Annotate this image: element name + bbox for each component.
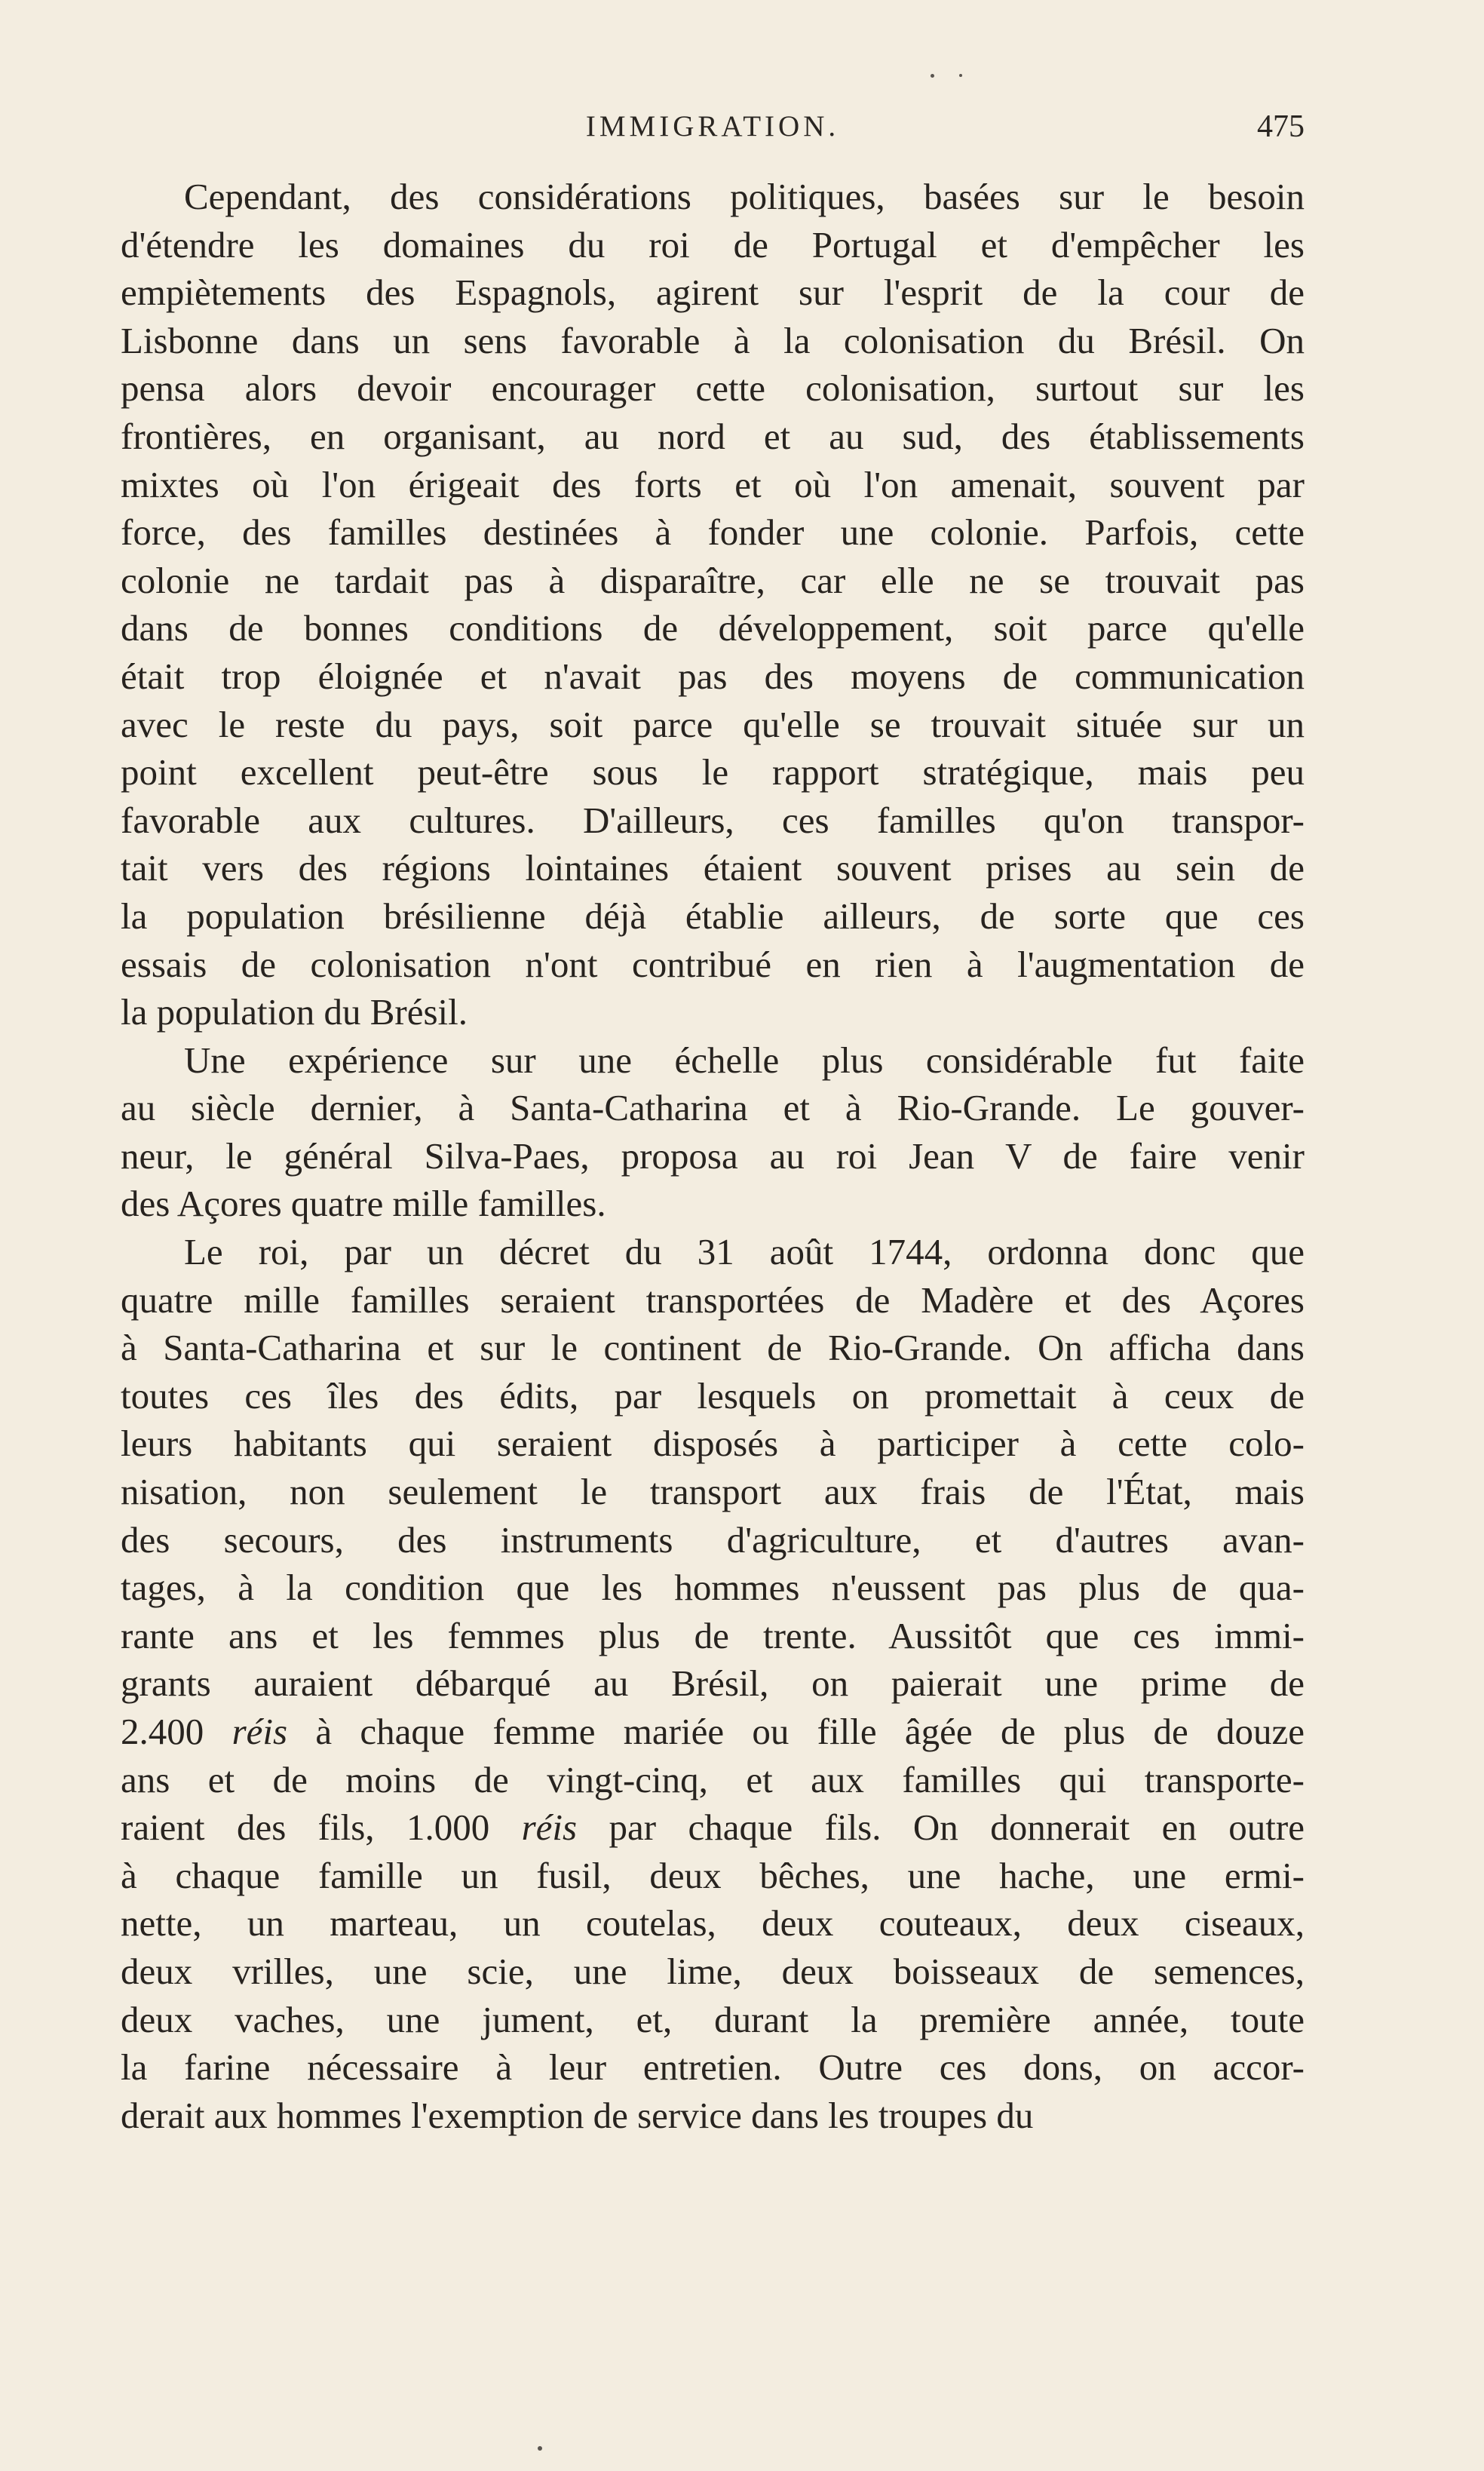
text-line: 2.400 réis à chaque femme mariée ou fille âgée de plus de douze [121,1711,1305,1752]
text-line: leurs habitants qui seraient disposés à participer à cette colo- [121,1423,1305,1465]
text-line: la farine nécessaire à leur entretien. Outre ces dons, on accor- [121,2046,1305,2089]
text-line: tait vers des régions lointaines étaient souvent prises au sein de [121,847,1305,889]
text-line: ans et de moins de vingt-cinq, et aux familles qui transporte- [121,1758,1305,1800]
text-line: colonie ne tardait pas à disparaître, car elle ne se trouvait pas [121,559,1305,601]
body-text [121,173,1305,2139]
text-line: pensa alors devoir encourager cette colonisation, surtout sur les [121,367,1305,410]
text-line: Le roi, par un décret du 31 août 1744, ordonna donc que [184,1231,1305,1273]
page-number: 475 [1257,109,1305,144]
text-line: derait aux hommes l'exemption de service dans les troupes du [121,2094,1034,2136]
text-line: quatre mille familles seraient transportées de Madère et des Açores [121,1278,1305,1321]
text-line: neur, le général Silva-Paes, proposa au roi Jean V de faire venir [121,1134,1305,1177]
text-line: point excellent peut-être sous le rapport stratégique, mais peu [121,751,1305,793]
print-speck [538,2446,542,2451]
paragraph-1 [121,173,1305,1036]
text-line: deux vaches, une jument, et, durant la première année, toute [121,1998,1305,2040]
text-line: rante ans et les femmes plus de trente. Aussitôt que ces immi- [121,1614,1305,1656]
italic-term: réis [231,1711,288,1752]
text-line: à Santa-Catharina et sur le continent de Rio-Grande. On afficha dans [121,1327,1305,1369]
text-line: la population du Brésil. [121,991,468,1033]
text-line: la population brésilienne déjà établie ailleurs, de sorte que ces [121,895,1305,937]
running-head [121,104,1305,149]
italic-term: réis [521,1806,578,1849]
text-line: des Açores quatre mille familles. [121,1183,606,1225]
text-line: favorable aux cultures. D'ailleurs, ces familles qu'on transpor- [121,799,1305,841]
paragraph-3 [121,1228,1305,2139]
text-line: toutes ces îles des édits, par lesquels on promettait à ceux de [121,1374,1305,1417]
print-speck [959,74,962,77]
print-speck [931,74,934,78]
text-line: était trop éloignée et n'avait pas des moyens de communication [121,655,1305,697]
text-line: avec le reste du pays, soit parce qu'elle se trouvait située sur un [121,703,1305,745]
text-line: nette, un marteau, un coutelas, deux couteaux, deux ciseaux, [121,1902,1305,1945]
text-line: Une expérience sur une échelle plus considérable fut faite [184,1039,1305,1081]
text-line: à chaque famille un fusil, deux bêches, une hache, une ermi- [121,1854,1305,1896]
text-line: au siècle dernier, à Santa-Catharina et à Rio-Grande. Le gouver- [121,1087,1305,1129]
text-line: nisation, non seulement le transport aux frais de l'État, mais [121,1471,1305,1513]
text-line: Lisbonne dans un sens favorable à la colonisation du Brésil. On [121,319,1305,361]
text-line: force, des familles destinées à fonder une colonie. Parfois, cette [121,511,1305,554]
text-line: empiètements des Espagnols, agirent sur l'esprit de la cour de [121,272,1305,314]
text-line: dans de bonnes conditions de développement, soit parce qu'elle [121,607,1305,649]
text-line: deux vrilles, une scie, une lime, deux boisseaux de semences, [121,1950,1305,1992]
text-line: mixtes où l'on érigeait des forts et où l'on amenait, souvent par [121,463,1305,505]
text-line: des secours, des instruments d'agriculture, et d'autres avan- [121,1518,1305,1561]
paragraph-2 [121,1036,1305,1228]
text-line: grants auraient débarqué au Brésil, on paierait une prime de [121,1662,1305,1705]
text-line: d'étendre les domaines du roi de Portugal et d'empêcher les [121,223,1305,266]
text-line: raient des fils, 1.000 réis par chaque fils. On donnerait en outre [121,1806,1305,1849]
text-line: tages, à la condition que les hommes n'eussent pas plus de qua- [121,1567,1305,1609]
text-line: Cependant, des considérations politiques, basées sur le besoin [184,176,1305,217]
text-line: frontières, en organisant, au nord et au sud, des établissements [121,415,1305,457]
running-title: IMMIGRATION. [585,110,840,143]
text-line: essais de colonisation n'ont contribué en rien à l'augmentation de [121,943,1305,985]
